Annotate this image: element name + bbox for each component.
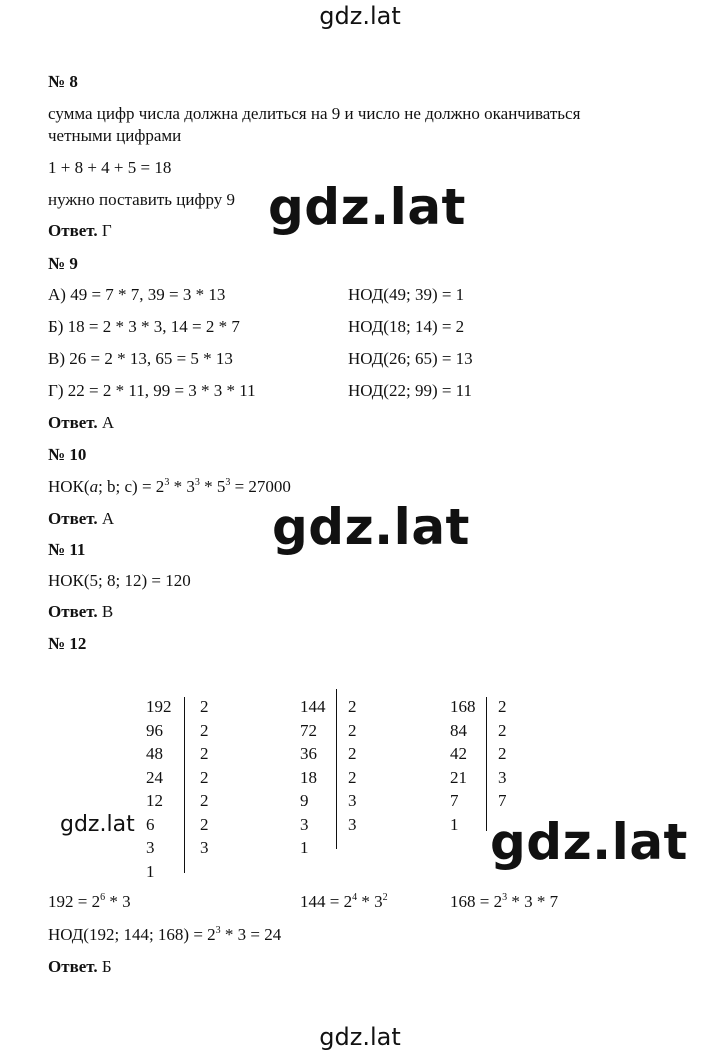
task9-row-b-right: НОД(18; 14) = 2: [348, 317, 465, 336]
exponent: 6: [100, 892, 106, 903]
dividend: 1: [146, 861, 155, 881]
exponent: 3: [194, 477, 200, 488]
divisor: 3: [498, 767, 507, 787]
exponent: 2: [382, 892, 388, 903]
task9-row-g-left: Г) 22 = 2 * 11, 99 = 3 * 3 * 11: [48, 381, 256, 400]
dividend: 1: [300, 838, 309, 857]
formula-part: 192 = 2: [48, 892, 101, 911]
task8-answer: [48, 221, 112, 241]
divisor: 2: [348, 720, 357, 740]
formula-part: * 3: [105, 892, 131, 911]
task8-text-line2: четными цифрами: [48, 126, 182, 145]
formula-part: * 3: [169, 477, 195, 496]
answer-value: Б: [101, 957, 112, 976]
divisor: 2: [348, 697, 357, 716]
divisor: 2: [498, 720, 507, 740]
formula-part: * 5: [199, 477, 226, 496]
formula-part: 144 = 2: [300, 892, 353, 911]
dividend: 144: [300, 697, 326, 716]
dividend: 18: [300, 767, 317, 787]
answer-label: Ответ.: [48, 602, 98, 621]
exponent: 3: [225, 477, 231, 488]
factor-table-192: [146, 695, 226, 883]
dividend: 1: [450, 814, 459, 834]
task9-row-g-right: НОД(22; 99) = 11: [348, 381, 473, 400]
task8-conclusion: нужно поставить цифру 9: [48, 190, 236, 209]
formula-part: ; b; c) = 2: [98, 477, 165, 496]
task11-title: № 11: [48, 540, 86, 559]
task12-answer: [48, 957, 112, 977]
formula-part: * 3 = 24: [220, 925, 282, 944]
task9-title: № 9: [48, 254, 78, 273]
formula-part: * 3: [357, 892, 383, 911]
exponent: 3: [164, 477, 170, 488]
watermark-bottom: gdz.lat: [319, 1023, 401, 1051]
formula-part: 168 = 2: [450, 892, 503, 911]
dividend: 36: [300, 744, 317, 763]
dividend: 7: [450, 791, 459, 810]
divisor: 2: [200, 720, 209, 740]
factorization-144: [300, 892, 388, 912]
formula-part: НОК(: [48, 477, 90, 496]
dividend: 72: [300, 720, 317, 740]
dividend: 21: [450, 767, 467, 787]
task11-answer: [48, 602, 113, 622]
dividend: 24: [146, 767, 163, 787]
task8-text-line1: сумма цифр числа должна делиться на 9 и число не должно оканчиваться: [48, 104, 581, 123]
divisor: 3: [200, 838, 209, 857]
exponent: 4: [352, 892, 358, 903]
answer-value: Г: [101, 221, 112, 240]
divisor: 2: [200, 697, 209, 716]
answer-value: В: [101, 602, 114, 621]
task11-formula: НОК(5; 8; 12) = 120: [48, 571, 191, 590]
divisor: 3: [348, 814, 357, 834]
task9-row-b-left: Б) 18 = 2 * 3 * 3, 14 = 2 * 7: [48, 317, 240, 336]
formula-part: = 27000: [230, 477, 291, 496]
watermark-large-3: gdz.lat: [490, 813, 688, 871]
task9-answer: [48, 413, 114, 433]
factor-table-144: [300, 695, 380, 860]
exponent: 3: [502, 892, 508, 903]
dividend: 3: [146, 838, 155, 857]
divisor: 2: [200, 744, 209, 763]
watermark-large-1: gdz.lat: [268, 178, 466, 236]
dividend: 84: [450, 720, 467, 740]
dividend: 168: [450, 697, 476, 716]
dividend: 3: [300, 814, 309, 834]
answer-label: Ответ.: [48, 509, 98, 528]
task12-title: № 12: [48, 634, 87, 653]
task8-title: № 8: [48, 72, 78, 91]
task9-row-a-right: НОД(49; 39) = 1: [348, 285, 465, 304]
divisor: 2: [498, 697, 507, 716]
task10-formula: [48, 477, 291, 497]
answer-label: Ответ.: [48, 957, 98, 976]
task10-answer: [48, 509, 114, 529]
divisor: 7: [498, 791, 507, 810]
formula-part: * 3 * 7: [507, 892, 559, 911]
divisor: 2: [348, 744, 357, 763]
factorization-192: [48, 892, 131, 912]
dividend: 42: [450, 744, 467, 763]
factor-table-168: [450, 695, 530, 836]
answer-label: Ответ.: [48, 221, 98, 240]
divider-line: [184, 697, 185, 873]
dividend: 12: [146, 791, 163, 810]
formula-part: НОД(192; 144; 168) = 2: [48, 925, 216, 944]
task10-title: № 10: [48, 445, 87, 464]
exponent: 3: [215, 925, 221, 936]
factorization-168: [450, 892, 558, 912]
task9-row-v-right: НОД(26; 65) = 13: [348, 349, 473, 368]
dividend: 192: [146, 697, 172, 716]
divisor: 2: [200, 791, 209, 810]
divisor: 2: [348, 767, 357, 787]
dividend: 9: [300, 791, 309, 810]
task9-row-v-left: В) 26 = 2 * 13, 65 = 5 * 13: [48, 349, 233, 368]
answer-value: А: [101, 413, 115, 432]
divisor: 2: [200, 814, 209, 834]
dividend: 48: [146, 744, 163, 763]
divider-line: [486, 697, 487, 831]
watermark-top: gdz.lat: [319, 2, 401, 30]
divisor: 2: [200, 767, 209, 787]
dividend: 96: [146, 720, 163, 740]
formula-variable: a: [89, 477, 99, 496]
answer-value: А: [101, 509, 115, 528]
divisor: 3: [348, 791, 357, 810]
answer-label: Ответ.: [48, 413, 98, 432]
task9-row-a-left: А) 49 = 7 * 7, 39 = 3 * 13: [48, 285, 226, 304]
dividend: 6: [146, 814, 155, 834]
watermark-small-left: gdz.lat: [60, 812, 135, 837]
gcd-result: [48, 925, 281, 945]
task8-sum: 1 + 8 + 4 + 5 = 18: [48, 158, 172, 177]
divisor: 2: [498, 744, 507, 763]
divider-line: [336, 689, 337, 849]
watermark-large-2: gdz.lat: [272, 498, 470, 556]
